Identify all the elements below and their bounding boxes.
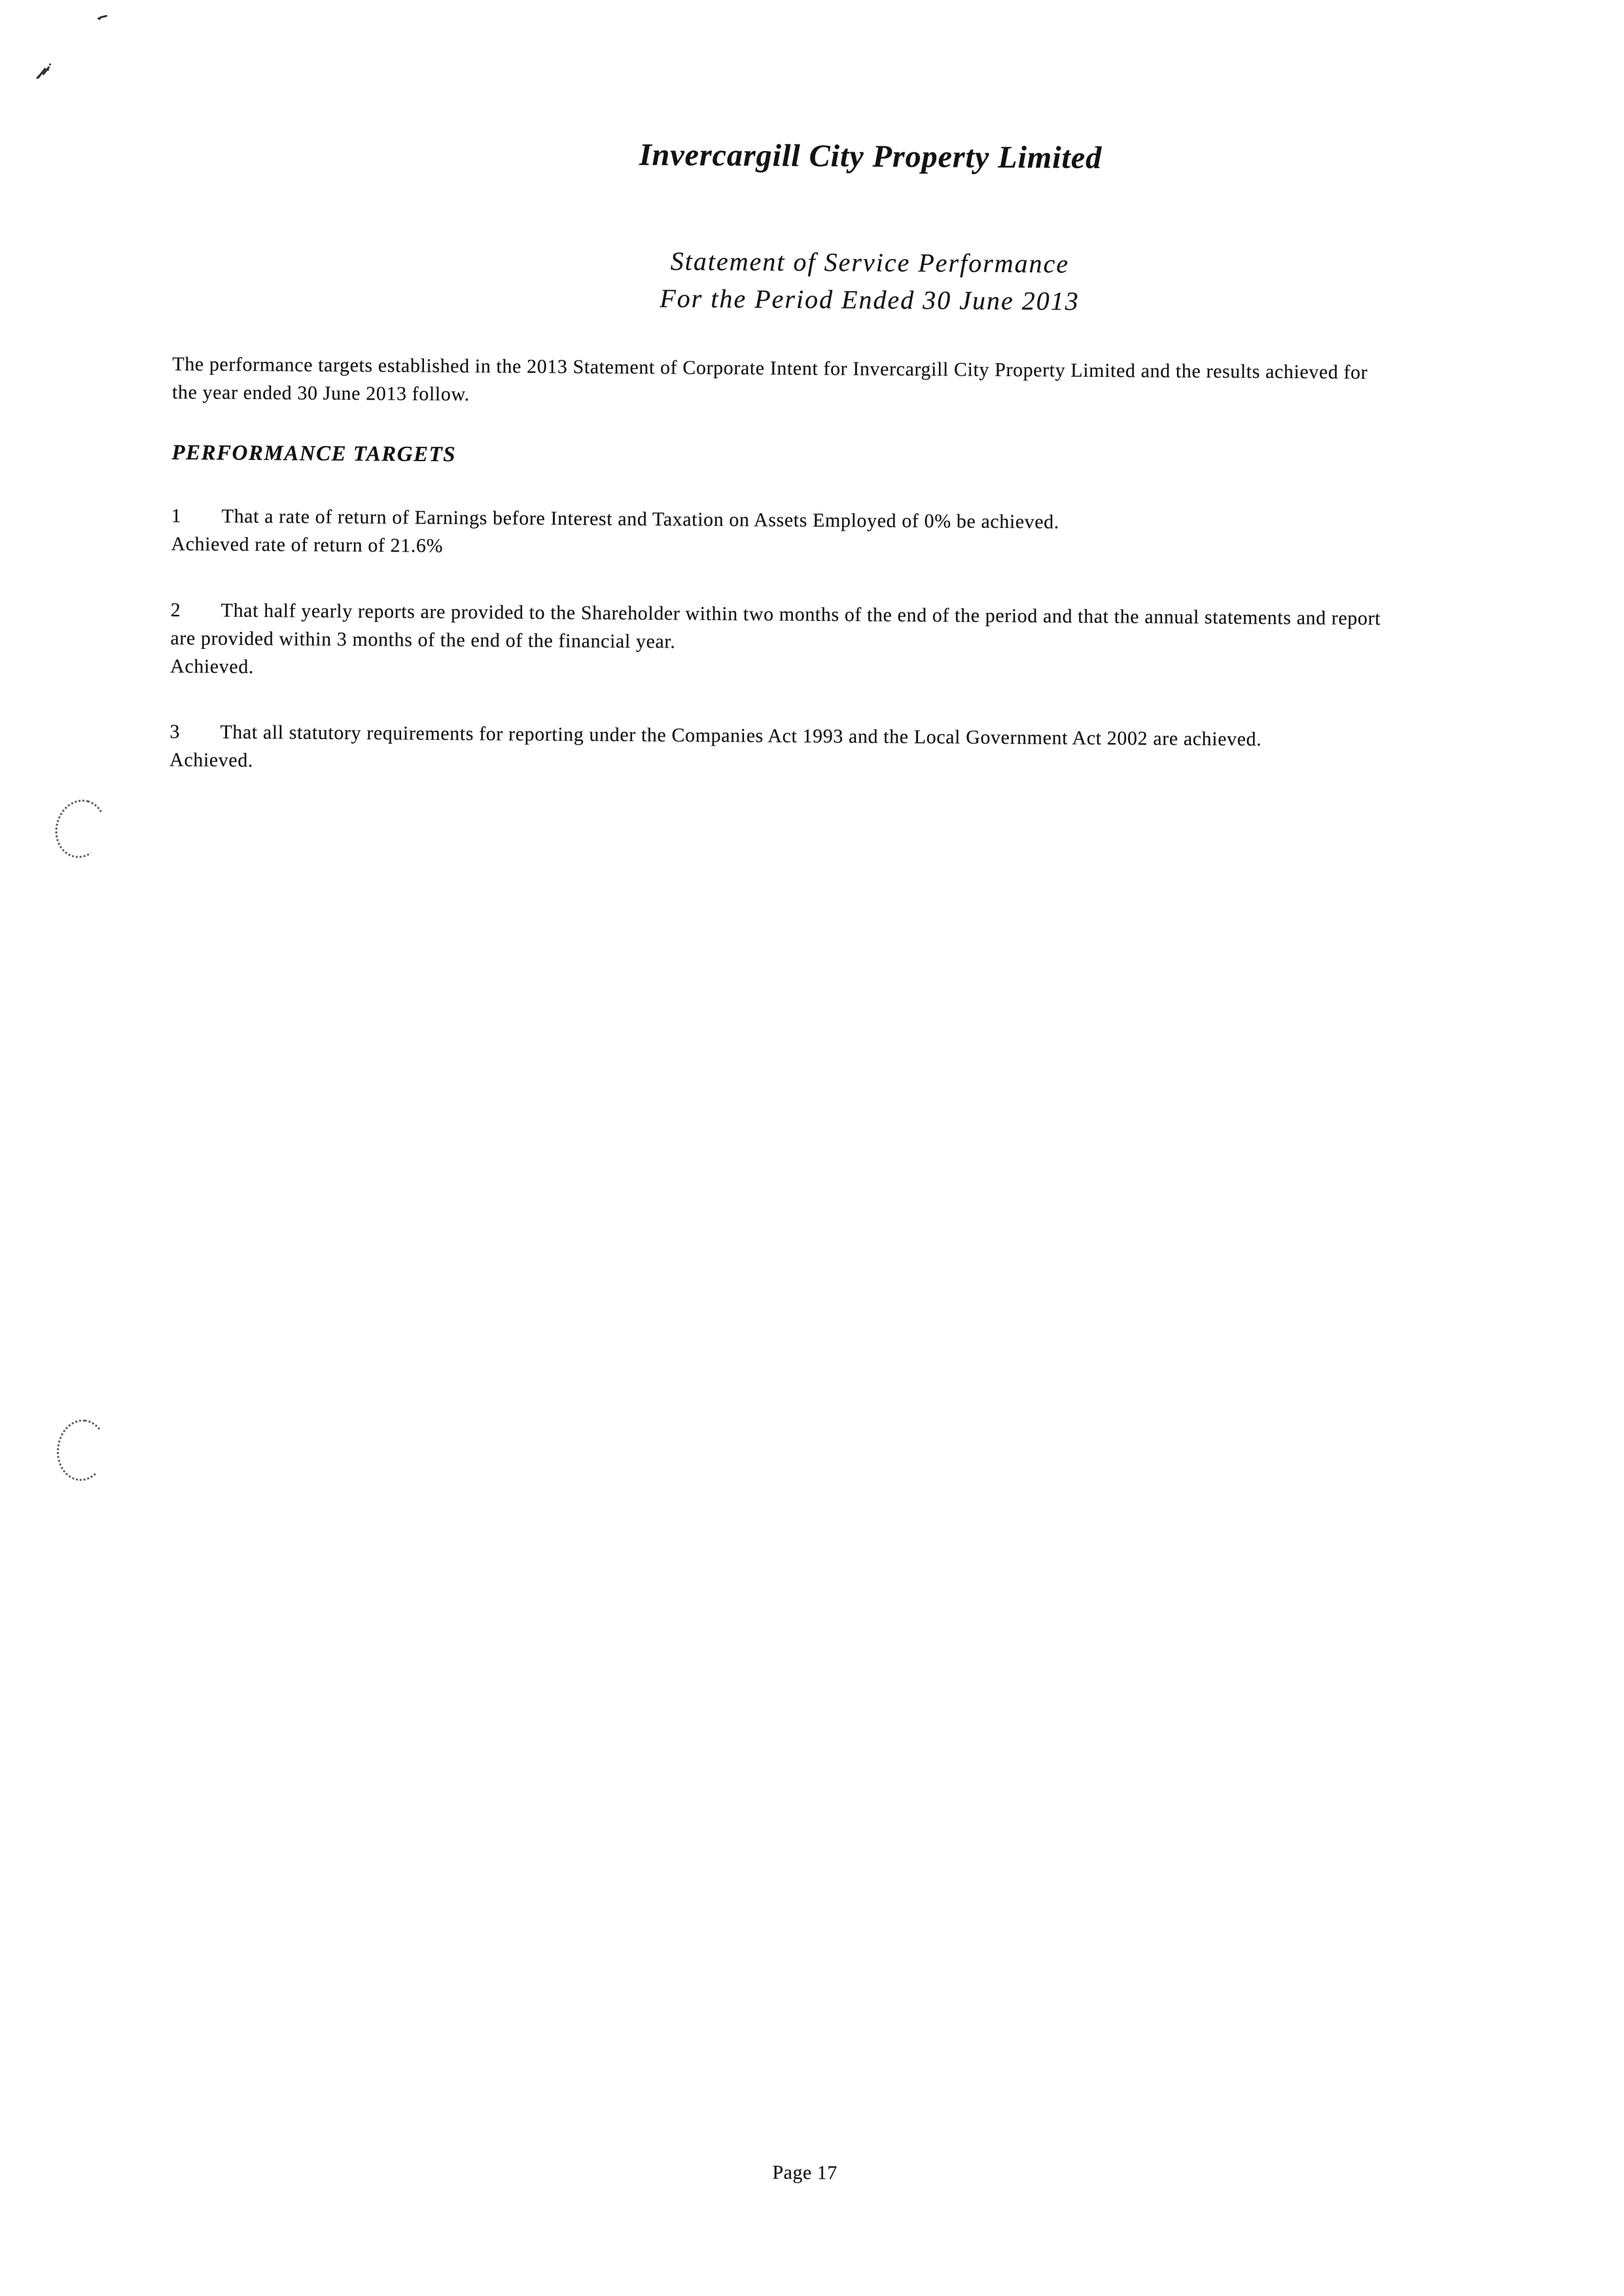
page-title: Invercargill City Property Limited: [639, 137, 1103, 176]
intro-line-2: the year ended 30 June 2013 follow.: [171, 381, 470, 406]
target-item-3: [169, 718, 1262, 782]
target-item-2: [170, 596, 1381, 689]
scribble-dot: [47, 69, 49, 71]
target-3-text: That all statutory requirements for reporting under the Companies Act 1993 and the Local Government Act 2002 are achieved.: [220, 721, 1262, 750]
scribble-dot: [49, 63, 51, 65]
subtitle-line-2: For the Period Ended 30 June 2013: [660, 283, 1080, 316]
target-2-text: That half yearly reports are provided to the Shareholder within two months of the end of the period and that the annual statements and report: [221, 599, 1381, 630]
target-2-line-2: are provided within 3 months of the end of the financial year.: [170, 627, 676, 653]
scan-scribble-icon: [37, 65, 54, 82]
target-1-text: That a rate of return of Earnings before Interest and Taxation on Assets Employed of 0% be achieved.: [221, 505, 1060, 533]
document-subtitle: [120, 239, 1619, 324]
target-1-result: Achieved rate of return of 21.6%: [171, 533, 444, 557]
scan-speck-icon: [97, 14, 111, 21]
section-heading-performance-targets: PERFORMANCE TARGETS: [171, 441, 457, 467]
target-2-number: 2: [170, 599, 181, 621]
page-number: Page 17: [772, 2161, 838, 2184]
target-2-result: Achieved.: [170, 655, 255, 678]
target-3-number: 3: [169, 721, 181, 743]
subtitle-line-1: Statement of Service Performance: [670, 246, 1070, 279]
target-item-1: [171, 502, 1059, 564]
target-1-number: 1: [171, 505, 182, 527]
target-3-result: Achieved.: [169, 749, 254, 772]
intro-line-1: The performance targets established in the 2013 Statement of Corporate Intent for Invercargill City Property Limited and the results achieved for: [172, 353, 1368, 383]
intro-paragraph: [172, 350, 1368, 415]
